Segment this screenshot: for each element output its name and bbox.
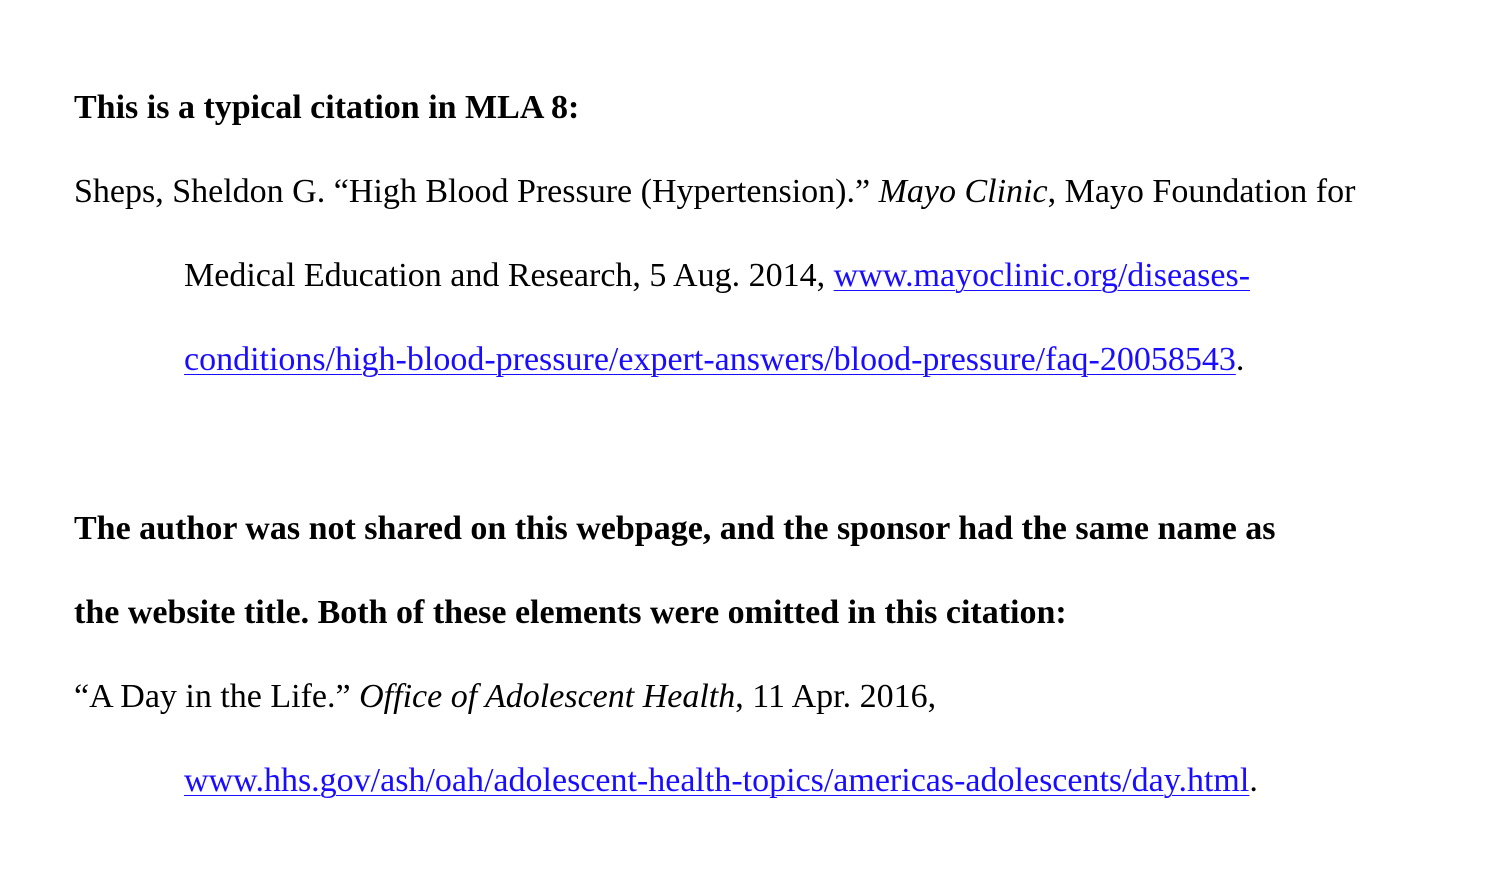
citation1-line2 [184, 256, 1250, 296]
citation1-publisher: , Mayo Foundation for [1047, 173, 1356, 210]
citation2-site-title: Office of Adolescent Health [359, 678, 736, 715]
citation1-publisher-date: Medical Education and Research, 5 Aug. 2014, [184, 257, 834, 294]
citation2-end-period: . [1249, 762, 1258, 799]
citation1-url-link-part1[interactable]: www.mayoclinic.org/diseases- [833, 257, 1251, 294]
citation1-line3 [184, 340, 1244, 380]
citation2-date: , 11 Apr. 2016, [735, 678, 937, 715]
citation2-line2 [184, 761, 1258, 801]
citation1-site-title: Mayo Clinic [878, 173, 1048, 210]
citation2-title: “A Day in the Life.” [74, 678, 360, 715]
citation1-end-period: . [1235, 341, 1245, 378]
heading-typical-citation: This is a typical citation in MLA 8: [74, 89, 580, 126]
citation2-url-link[interactable]: www.hhs.gov/ash/oah/adolescent-health-topics/americas-adolescents/day.html [184, 762, 1250, 799]
citation1-url-link-part2[interactable]: conditions/high-blood-pressure/expert-answers/blood-pressure/faq-20058543 [184, 341, 1236, 378]
heading-omitted-elements-line1: The author was not shared on this webpage, and the sponsor had the same name as [74, 510, 1276, 547]
citation1-line1 [74, 172, 1355, 212]
citation2-line1 [74, 677, 936, 717]
heading-omitted-elements-line2: the website title. Both of these elements were omitted in this citation: [74, 594, 1067, 631]
citation1-author-title: Sheps, Sheldon G. “High Blood Pressure (Hypertension).” [74, 173, 879, 210]
